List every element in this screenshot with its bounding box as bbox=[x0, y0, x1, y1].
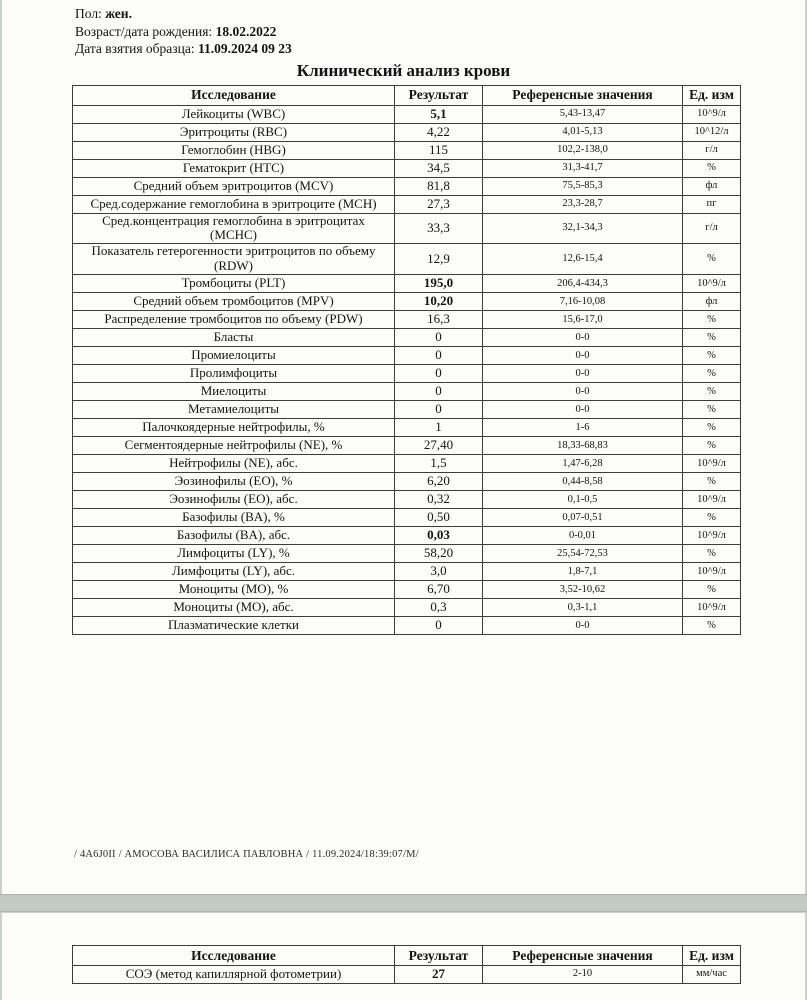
unit-cell: 10^9/л bbox=[683, 275, 741, 293]
unit-cell: % bbox=[683, 545, 741, 563]
column-header-test: Исследование bbox=[73, 85, 395, 105]
unit-cell: 10^9/л bbox=[683, 563, 741, 581]
test-name-cell: Метамиелоциты bbox=[73, 401, 395, 419]
unit-cell: пг bbox=[683, 195, 741, 213]
result-cell: 1 bbox=[395, 419, 483, 437]
result-cell: 0,03 bbox=[395, 527, 483, 545]
reference-range-cell: 0-0 bbox=[483, 347, 683, 365]
test-name-cell: Эозинофилы (EO), % bbox=[73, 473, 395, 491]
reference-range-cell: 206,4-434,3 bbox=[483, 275, 683, 293]
reference-range-cell: 3,52-10,62 bbox=[483, 581, 683, 599]
reference-range-cell: 23,3-28,7 bbox=[483, 195, 683, 213]
reference-range-cell: 0-0 bbox=[483, 401, 683, 419]
unit-cell: % bbox=[683, 311, 741, 329]
result-cell: 195,0 bbox=[395, 275, 483, 293]
unit-cell: % bbox=[683, 244, 741, 275]
reference-range-cell: 12,6-15,4 bbox=[483, 244, 683, 275]
test-name-cell: Показатель гетерогенности эритроцитов по объему (RDW) bbox=[73, 244, 395, 275]
table-row bbox=[73, 599, 741, 617]
reference-range-cell: 75,5-85,3 bbox=[483, 177, 683, 195]
test-name-cell: Бласты bbox=[73, 329, 395, 347]
test-name-cell: Промиелоциты bbox=[73, 347, 395, 365]
table-row bbox=[73, 581, 741, 599]
table-row bbox=[73, 105, 741, 123]
test-name-cell: Лимфоциты (LY), % bbox=[73, 545, 395, 563]
unit-cell: 10^9/л bbox=[683, 455, 741, 473]
unit-cell: г/л bbox=[683, 213, 741, 244]
unit-cell: мм/час bbox=[683, 966, 741, 984]
result-cell: 34,5 bbox=[395, 159, 483, 177]
test-name-cell: Гематокрит (HTC) bbox=[73, 159, 395, 177]
table-row bbox=[73, 275, 741, 293]
column-header-unit: Ед. изм bbox=[683, 946, 741, 966]
table-row bbox=[73, 383, 741, 401]
result-cell: 3,0 bbox=[395, 563, 483, 581]
test-name-cell: Базофилы (BA), % bbox=[73, 509, 395, 527]
test-name-cell: Сред.содержание гемоглобина в эритроците (MCH) bbox=[73, 195, 395, 213]
column-header-reference: Референсные значения bbox=[483, 946, 683, 966]
unit-cell: % bbox=[683, 473, 741, 491]
reference-range-cell: 7,16-10,08 bbox=[483, 293, 683, 311]
result-cell: 0 bbox=[395, 401, 483, 419]
sample-date-line bbox=[75, 40, 805, 58]
reference-range-cell: 2-10 bbox=[483, 966, 683, 984]
result-cell: 0 bbox=[395, 617, 483, 635]
unit-cell: 10^12/л bbox=[683, 123, 741, 141]
soe-table bbox=[72, 945, 741, 984]
table-row bbox=[73, 293, 741, 311]
unit-cell: 10^9/л bbox=[683, 105, 741, 123]
unit-cell: 10^9/л bbox=[683, 527, 741, 545]
table-row bbox=[73, 527, 741, 545]
table-row bbox=[73, 311, 741, 329]
table-row bbox=[73, 244, 741, 275]
table-row bbox=[73, 159, 741, 177]
unit-cell: % bbox=[683, 329, 741, 347]
table-header-row bbox=[73, 946, 741, 966]
result-cell: 4,22 bbox=[395, 123, 483, 141]
table-row bbox=[73, 177, 741, 195]
result-cell: 6,20 bbox=[395, 473, 483, 491]
reference-range-cell: 0-0 bbox=[483, 383, 683, 401]
result-cell: 0 bbox=[395, 365, 483, 383]
result-cell: 6,70 bbox=[395, 581, 483, 599]
table-row bbox=[73, 141, 741, 159]
result-cell: 81,8 bbox=[395, 177, 483, 195]
result-cell: 5,1 bbox=[395, 105, 483, 123]
results-table bbox=[72, 85, 741, 636]
test-name-cell: Нейтрофилы (NE), абс. bbox=[73, 455, 395, 473]
reference-range-cell: 5,43-13,47 bbox=[483, 105, 683, 123]
reference-range-cell: 25,54-72,53 bbox=[483, 545, 683, 563]
report-page-2 bbox=[2, 913, 805, 1000]
result-cell: 0,3 bbox=[395, 599, 483, 617]
table-row bbox=[73, 491, 741, 509]
result-cell: 16,3 bbox=[395, 311, 483, 329]
reference-range-cell: 1-6 bbox=[483, 419, 683, 437]
test-name-cell: Средний объем эритроцитов (MCV) bbox=[73, 177, 395, 195]
unit-cell: г/л bbox=[683, 141, 741, 159]
result-cell: 0,50 bbox=[395, 509, 483, 527]
unit-cell: % bbox=[683, 401, 741, 419]
reference-range-cell: 0,3-1,1 bbox=[483, 599, 683, 617]
test-name-cell: Палочкоядерные нейтрофилы, % bbox=[73, 419, 395, 437]
reference-range-cell: 18,33-68,83 bbox=[483, 437, 683, 455]
test-name-cell: Пролимфоциты bbox=[73, 365, 395, 383]
unit-cell: % bbox=[683, 437, 741, 455]
unit-cell: % bbox=[683, 365, 741, 383]
unit-cell: % bbox=[683, 347, 741, 365]
table-row bbox=[73, 473, 741, 491]
test-name-cell: Сред.концентрация гемоглобина в эритроцитах (MCHC) bbox=[73, 213, 395, 244]
test-name-cell: Эозинофилы (EO), абс. bbox=[73, 491, 395, 509]
unit-cell: 10^9/л bbox=[683, 491, 741, 509]
result-cell: 10,20 bbox=[395, 293, 483, 311]
reference-range-cell: 15,6-17,0 bbox=[483, 311, 683, 329]
result-cell: 115 bbox=[395, 141, 483, 159]
unit-cell: фл bbox=[683, 177, 741, 195]
test-name-cell: Лимфоциты (LY), абс. bbox=[73, 563, 395, 581]
sample-date-label: Дата взятия образца: bbox=[75, 41, 195, 56]
result-cell: 0 bbox=[395, 347, 483, 365]
test-name-cell: Миелоциты bbox=[73, 383, 395, 401]
result-cell: 1,5 bbox=[395, 455, 483, 473]
reference-range-cell: 0-0 bbox=[483, 365, 683, 383]
column-header-test: Исследование bbox=[73, 946, 395, 966]
result-cell: 27 bbox=[395, 966, 483, 984]
reference-range-cell: 0-0,01 bbox=[483, 527, 683, 545]
patient-sex-label: Пол: bbox=[75, 6, 102, 21]
report-footer: / 4А6J0II / АМОСОВА ВАСИЛИСА ПАВЛОВНА / 11.09.2024/18:39:07/М/ bbox=[74, 849, 419, 860]
unit-cell: % bbox=[683, 581, 741, 599]
test-name-cell: Плазматические клетки bbox=[73, 617, 395, 635]
unit-cell: % bbox=[683, 383, 741, 401]
result-cell: 27,3 bbox=[395, 195, 483, 213]
test-name-cell: Базофилы (BA), абс. bbox=[73, 527, 395, 545]
table-row bbox=[73, 455, 741, 473]
patient-sex-value: жен. bbox=[105, 6, 132, 21]
result-cell: 0,32 bbox=[395, 491, 483, 509]
reference-range-cell: 31,3-41,7 bbox=[483, 159, 683, 177]
reference-range-cell: 0,1-0,5 bbox=[483, 491, 683, 509]
unit-cell: % bbox=[683, 617, 741, 635]
table-row bbox=[73, 195, 741, 213]
unit-cell: % bbox=[683, 159, 741, 177]
result-cell: 58,20 bbox=[395, 545, 483, 563]
result-cell: 27,40 bbox=[395, 437, 483, 455]
patient-dob-line bbox=[75, 23, 805, 41]
table-row bbox=[73, 563, 741, 581]
result-cell: 0 bbox=[395, 329, 483, 347]
table-row bbox=[73, 365, 741, 383]
column-header-unit: Ед. изм bbox=[683, 85, 741, 105]
test-name-cell: Распределение тромбоцитов по объему (PDW) bbox=[73, 311, 395, 329]
table-row bbox=[73, 123, 741, 141]
test-name-cell: Тромбоциты (PLT) bbox=[73, 275, 395, 293]
table-row bbox=[73, 545, 741, 563]
column-header-reference: Референсные значения bbox=[483, 85, 683, 105]
unit-cell: % bbox=[683, 509, 741, 527]
table-row bbox=[73, 966, 741, 984]
test-name-cell: Моноциты (MO), % bbox=[73, 581, 395, 599]
table-row bbox=[73, 213, 741, 244]
test-name-cell: Средний объем тромбоцитов (MPV) bbox=[73, 293, 395, 311]
table-row bbox=[73, 419, 741, 437]
table-row bbox=[73, 509, 741, 527]
unit-cell: 10^9/л bbox=[683, 599, 741, 617]
table-row bbox=[73, 347, 741, 365]
reference-range-cell: 0,07-0,51 bbox=[483, 509, 683, 527]
patient-sex-line bbox=[75, 5, 805, 23]
column-header-result: Результат bbox=[395, 85, 483, 105]
reference-range-cell: 4,01-5,13 bbox=[483, 123, 683, 141]
patient-info bbox=[2, 0, 805, 58]
reference-range-cell: 1,47-6,28 bbox=[483, 455, 683, 473]
reference-range-cell: 1,8-7,1 bbox=[483, 563, 683, 581]
table-row bbox=[73, 437, 741, 455]
report-title: Клинический анализ крови bbox=[296, 60, 511, 80]
result-cell: 33,3 bbox=[395, 213, 483, 244]
patient-dob-label: Возраст/дата рождения: bbox=[75, 23, 213, 39]
test-name-cell: Моноциты (MO), абс. bbox=[73, 599, 395, 617]
test-name-cell: СОЭ (метод капиллярной фотометрии) bbox=[73, 966, 395, 984]
test-name-cell: Эритроциты (RBC) bbox=[73, 123, 395, 141]
sample-date-value: 11.09.2024 09 23 bbox=[197, 41, 292, 56]
result-cell: 12,9 bbox=[395, 244, 483, 275]
column-header-result: Результат bbox=[395, 946, 483, 966]
report-page-1 bbox=[2, 0, 805, 894]
reference-range-cell: 0-0 bbox=[483, 617, 683, 635]
unit-cell: % bbox=[683, 419, 741, 437]
reference-range-cell: 102,2-138,0 bbox=[483, 141, 683, 159]
reference-range-cell: 0-0 bbox=[483, 329, 683, 347]
result-cell: 0 bbox=[395, 383, 483, 401]
reference-range-cell: 32,1-34,3 bbox=[483, 213, 683, 244]
table-row bbox=[73, 617, 741, 635]
reference-range-cell: 0,44-8,58 bbox=[483, 473, 683, 491]
unit-cell: фл bbox=[683, 293, 741, 311]
test-name-cell: Сегментоядерные нейтрофилы (NE), % bbox=[73, 437, 395, 455]
patient-dob-value: 18.02.2022 bbox=[215, 23, 277, 39]
table-row bbox=[73, 329, 741, 347]
page-separator bbox=[0, 894, 807, 912]
test-name-cell: Лейкоциты (WBC) bbox=[73, 105, 395, 123]
table-header-row bbox=[73, 85, 741, 105]
test-name-cell: Гемоглобин (HBG) bbox=[73, 141, 395, 159]
table-row bbox=[73, 401, 741, 419]
